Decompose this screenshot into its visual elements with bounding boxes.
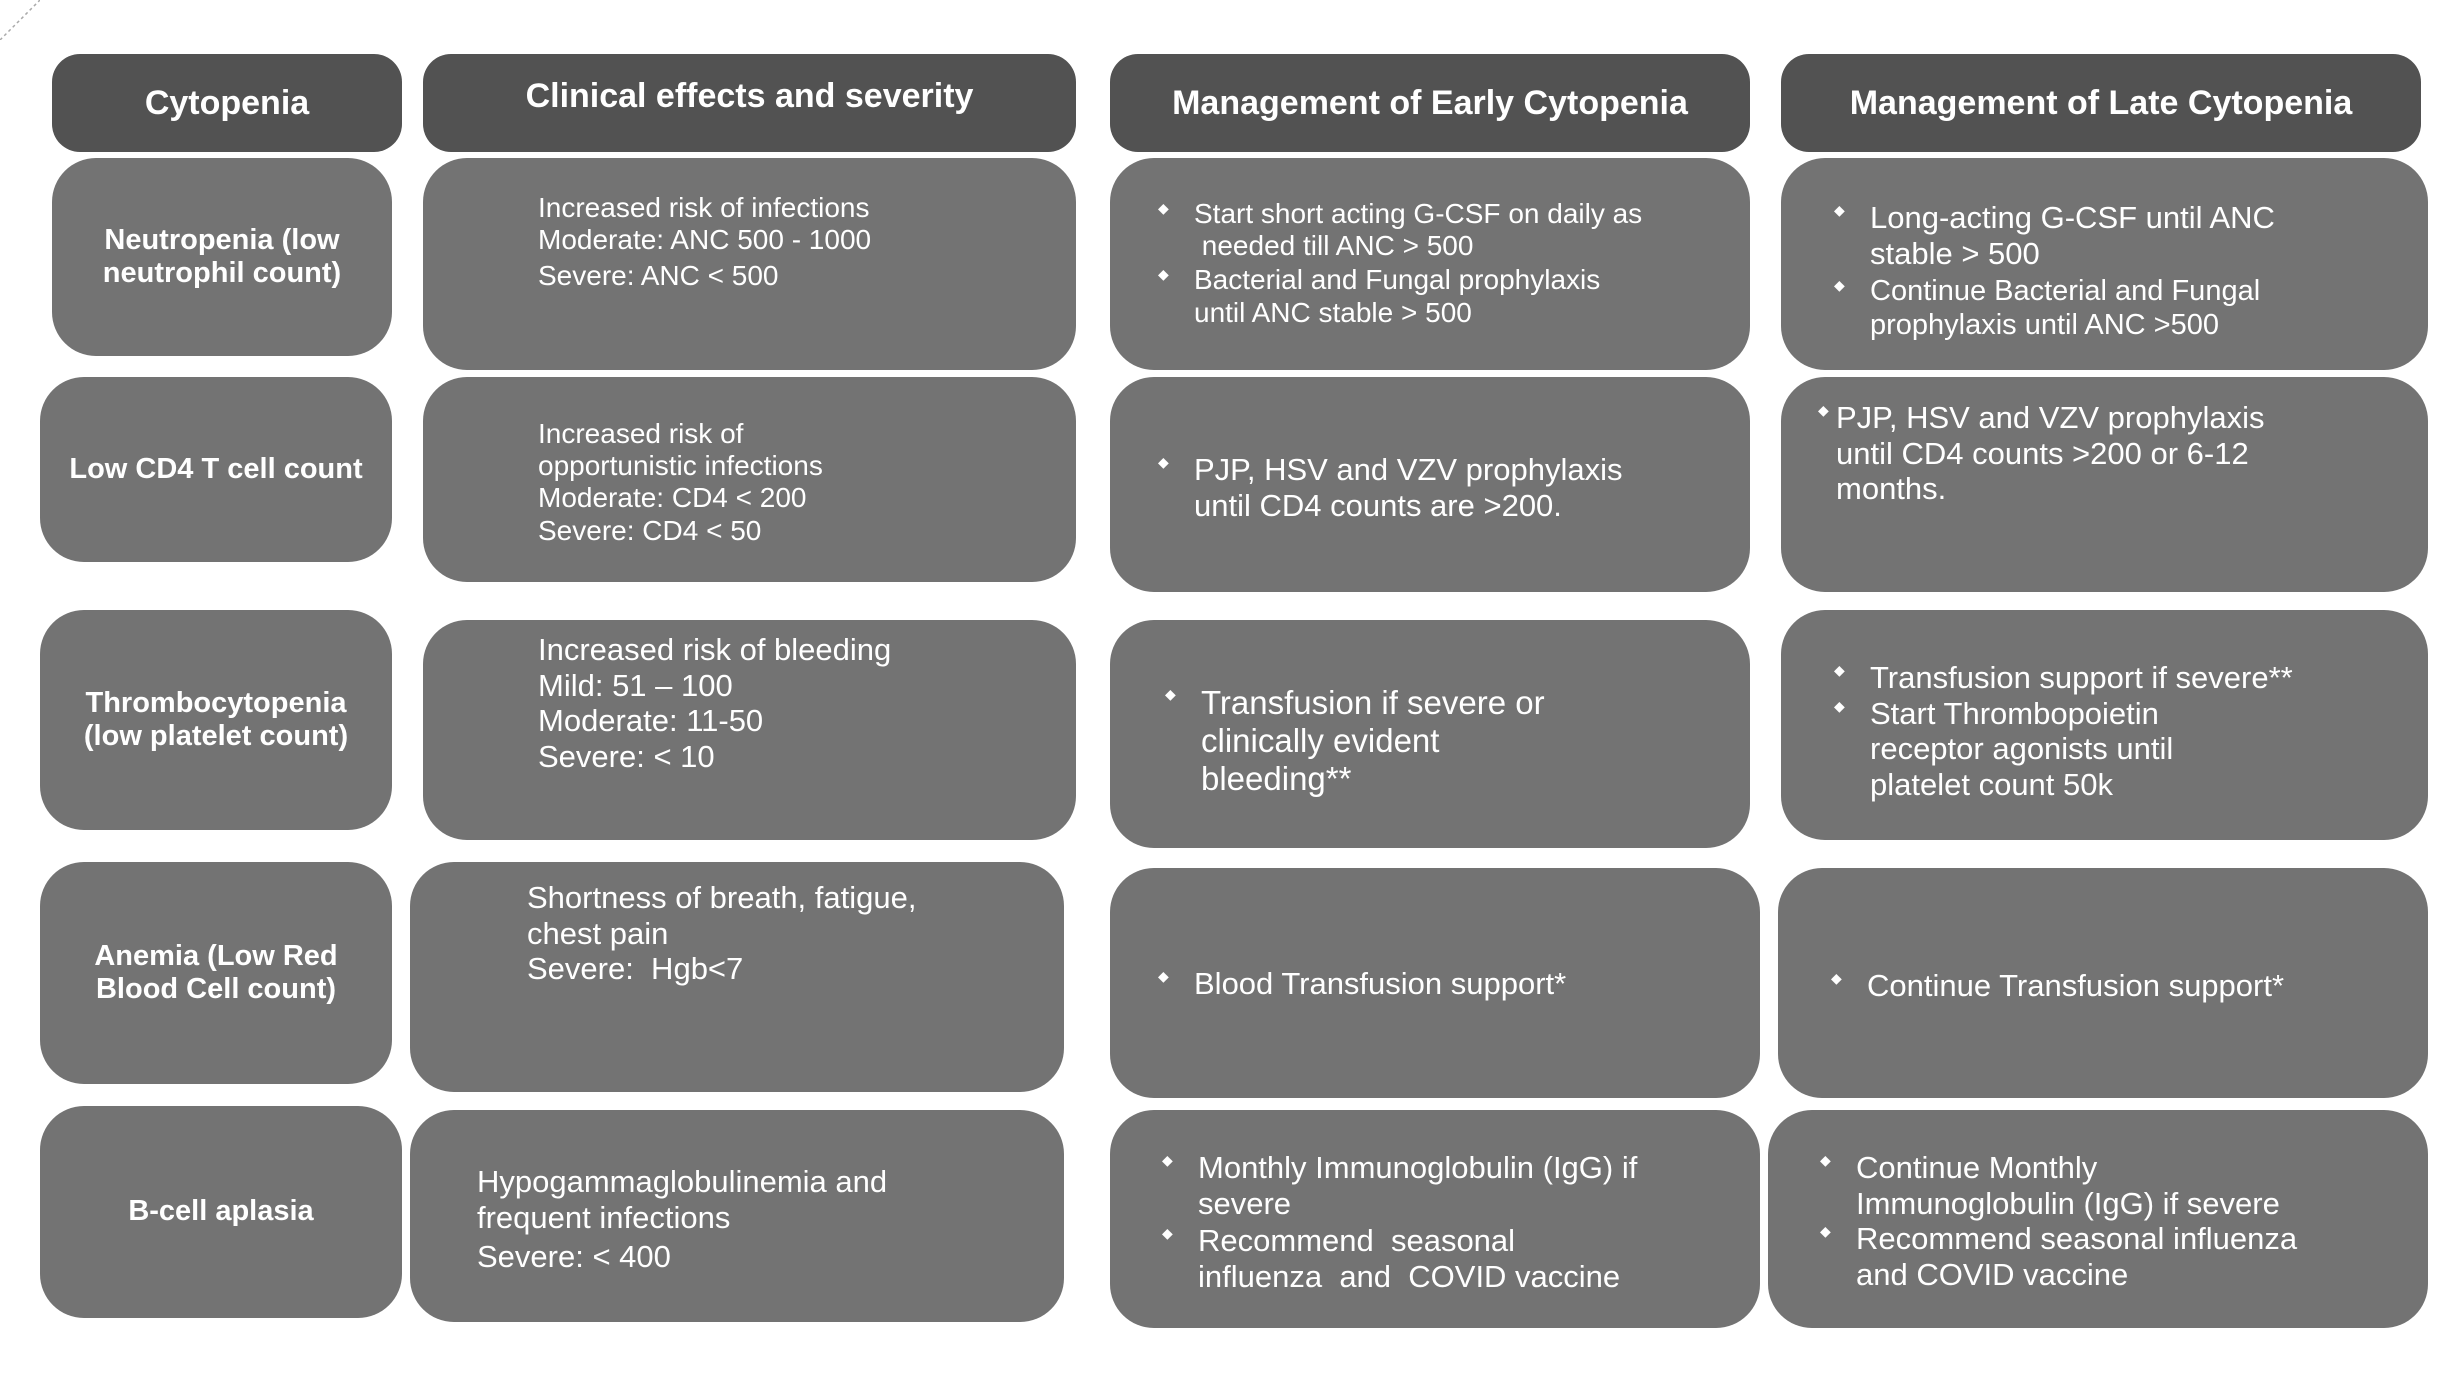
- late-text-thrombocytopenia: [1834, 660, 2293, 803]
- text-line: Increased risk of: [538, 418, 744, 449]
- late-text-low-cd4: [1818, 400, 2264, 507]
- text-line: Moderate: CD4 < 200: [538, 482, 807, 514]
- early-text-low-cd4: [1158, 452, 1622, 523]
- bullet-item: ◆ Monthly Immunoglobulin (IgG) if severe: [1162, 1150, 1637, 1221]
- late-text-b-cell-aplasia: [1820, 1150, 2297, 1293]
- text-line: Severe: CD4 < 50: [538, 514, 762, 546]
- bullet-item: ◆ Continue Transfusion support*: [1831, 968, 2284, 1004]
- text-line: Increased risk of infections: [538, 192, 870, 223]
- text-line: chest pain: [527, 915, 669, 951]
- late-text-anemia: [1831, 968, 2284, 1004]
- text-line: frequent infections: [477, 1199, 731, 1235]
- text-line: Moderate: ANC 500 - 1000: [538, 224, 872, 256]
- cytopenia-low-cd4: Low CD4 T cell count: [40, 377, 392, 562]
- cytopenia-neutropenia: Neutropenia (low neutrophil count): [52, 158, 392, 356]
- text-line: Increased risk of bleeding: [538, 632, 892, 667]
- bullet-item: ◆ Continue Bacterial and Fungal prophylaxis until ANC >500: [1834, 275, 2275, 342]
- clinical-text-thrombocytopenia: [538, 632, 891, 775]
- clinical-text-neutropenia: [538, 192, 871, 293]
- header-clinical-effects: Clinical effects and severity: [423, 54, 1076, 152]
- corner-decoration: [0, 0, 40, 40]
- bullet-item: ◆ PJP, HSV and VZV prophylaxis until CD4 counts >200 or 6-12 months.: [1818, 400, 2264, 507]
- early-text-thrombocytopenia: [1165, 684, 1545, 798]
- early-text-anemia: [1158, 966, 1566, 1002]
- bullet-item: ◆ Transfusion if severe or clinically evident bleeding**: [1165, 684, 1545, 798]
- bullet-item: ◆ Start short acting G-CSF on daily as needed till ANC > 500: [1158, 198, 1642, 262]
- header-cytopenia: Cytopenia: [52, 54, 402, 152]
- bullet-item: ◆ Bacterial and Fungal prophylaxis until ANC stable > 500: [1158, 264, 1642, 328]
- header-late-management: Management of Late Cytopenia: [1781, 54, 2421, 152]
- bullet-item: ◆ PJP, HSV and VZV prophylaxis until CD4 counts are >200.: [1158, 452, 1622, 523]
- header-early-management: Management of Early Cytopenia: [1110, 54, 1750, 152]
- clinical-text-low-cd4: [538, 418, 823, 547]
- text-line: Severe: ANC < 500: [538, 260, 779, 292]
- bullet-item: ◆ Blood Transfusion support*: [1158, 966, 1566, 1002]
- text-line: Severe: < 400: [477, 1239, 671, 1275]
- cytopenia-thrombocytopenia: Thrombocytopenia (low platelet count): [40, 610, 392, 830]
- early-text-neutropenia: [1158, 198, 1642, 329]
- clinical-text-b-cell-aplasia: [477, 1164, 887, 1275]
- clinical-text-anemia: [527, 880, 916, 987]
- bullet-item: ◆ Long-acting G-CSF until ANC stable > 500: [1834, 200, 2275, 271]
- text-line: Mild: 51 – 100: [538, 667, 733, 703]
- text-line: Shortness of breath, fatigue,: [527, 880, 917, 915]
- text-line: opportunistic infections: [538, 450, 823, 482]
- early-text-b-cell-aplasia: [1162, 1150, 1637, 1295]
- bullet-item: ◆ Continue Monthly Immunoglobulin (IgG) if severe: [1820, 1150, 2297, 1221]
- text-line: Severe: < 10: [538, 738, 715, 774]
- text-line: Moderate: 11-50: [538, 703, 764, 739]
- late-text-neutropenia: [1834, 200, 2275, 342]
- bullet-item: ◆ Transfusion support if severe**: [1834, 660, 2293, 696]
- text-line: Severe: Hgb<7: [527, 951, 744, 987]
- bullet-item: ◆ Recommend seasonal influenza and COVID vaccine: [1820, 1221, 2297, 1292]
- bullet-item: ◆ Recommend seasonal influenza and COVID vaccine: [1162, 1223, 1637, 1294]
- cytopenia-anemia: Anemia (Low Red Blood Cell count): [40, 862, 392, 1084]
- text-line: Hypogammaglobulinemia and: [477, 1164, 888, 1199]
- cytopenia-b-cell-aplasia: B-cell aplasia: [40, 1106, 402, 1318]
- bullet-item: ◆ Start Thrombopoietin receptor agonists until platelet count 50k: [1834, 696, 2293, 803]
